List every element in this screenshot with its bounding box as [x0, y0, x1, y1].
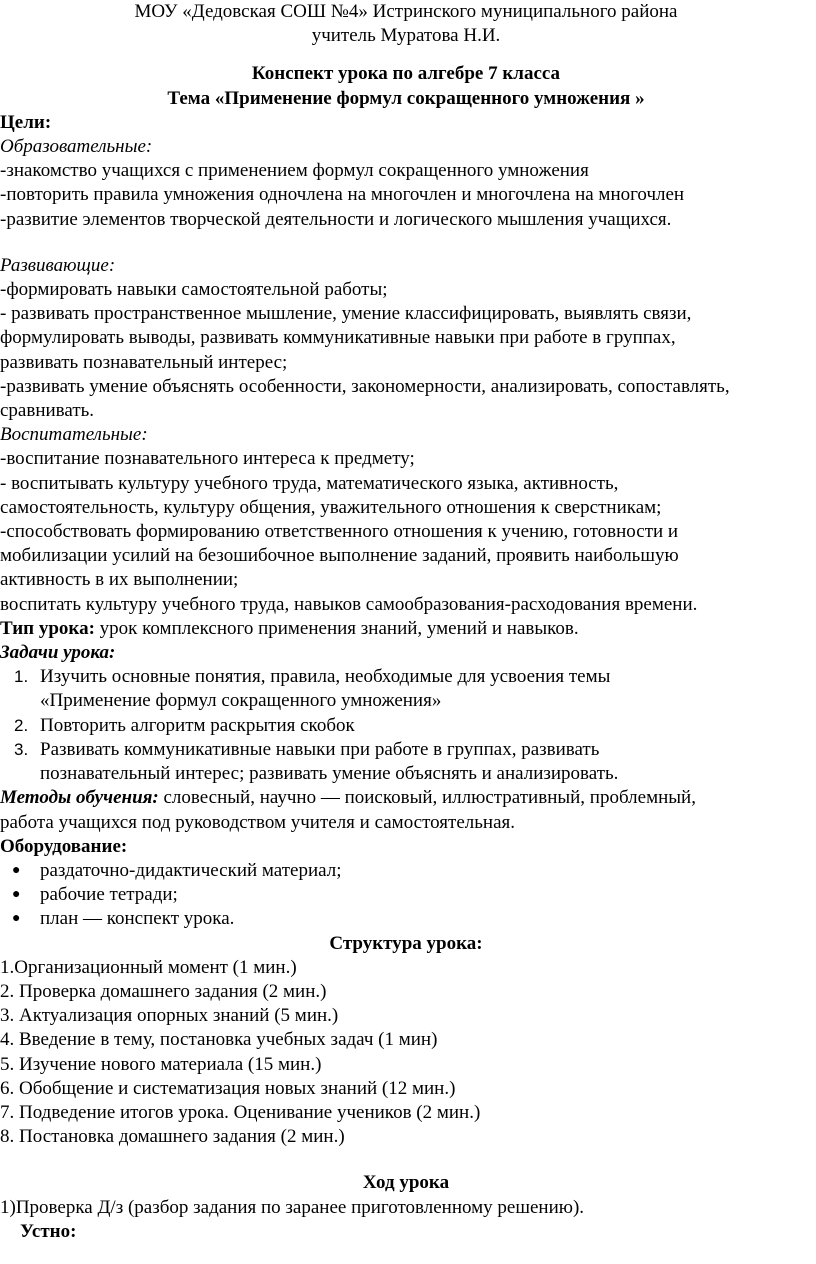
bullet-icon: ● — [12, 862, 21, 878]
header — [0, 0, 812, 48]
upbringing-item: воспитать культуру учебного труда, навыков самообразования-расходования времени. — [0, 593, 698, 615]
upbringing-item: активность в их выполнении; — [0, 569, 239, 591]
structure-item: 8. Постановка домашнего задания (2 мин.) — [0, 1126, 345, 1148]
tasks-list — [0, 665, 812, 786]
educational-heading: Образовательные: — [0, 136, 153, 158]
spacer — [0, 48, 812, 62]
task-line: познавательный интерес; развивать умение объяснять и анализировать. — [40, 763, 619, 785]
list-number: 1. — [14, 667, 29, 687]
course-step: 1)Проверка Д/з (разбор задания по заранее приготовленному решению). — [0, 1196, 585, 1218]
list-item — [0, 907, 812, 931]
course-section — [0, 1171, 812, 1244]
equipment-item: раздаточно-дидактический материал; — [40, 859, 342, 881]
goals-section — [0, 111, 812, 617]
upbringing-item: -способствовать формированию ответственного отношения к учению, готовности и — [0, 521, 679, 543]
lesson-type — [0, 617, 812, 641]
list-item — [0, 714, 812, 738]
tasks-heading: Задачи урока: — [0, 642, 116, 664]
tasks-section — [0, 641, 812, 786]
list-number: 2. — [14, 715, 29, 735]
equipment-list — [0, 859, 812, 932]
developing-item: развивать познавательный интерес; — [0, 351, 288, 373]
developing-item: формулировать выводы, развивать коммуникативные навыки при работе в группах, — [0, 327, 676, 349]
structure-item: 2. Проверка домашнего задания (2 мин.) — [0, 980, 327, 1002]
bullet-icon: ● — [12, 887, 21, 903]
developing-heading: Развивающие: — [0, 254, 116, 276]
equipment-item: рабочие тетради; — [40, 884, 178, 906]
upbringing-item: мобилизации усилий на безошибочное выполнение заданий, проявить наибольшую — [0, 545, 679, 567]
structure-item: 1.Организационный момент (1 мин.) — [0, 956, 297, 978]
structure-section — [0, 932, 812, 1150]
methods-value-cont: работа учащихся под руководством учителя и самостоятельная. — [0, 811, 516, 833]
teacher-name: учитель Муратова Н.И. — [311, 25, 501, 47]
developing-item: -формировать навыки самостоятельной работы; — [0, 279, 388, 301]
methods-section — [0, 786, 812, 834]
methods-value: словесный, научно — поисковый, иллюстративный, проблемный, — [158, 787, 696, 809]
list-item — [0, 738, 812, 786]
bullet-icon: ● — [12, 911, 21, 927]
developing-item: сравнивать. — [0, 400, 95, 422]
goals-heading: Цели: — [0, 111, 52, 133]
structure-item: 7. Подведение итогов урока. Оценивание учеников (2 мин.) — [0, 1101, 481, 1123]
upbringing-heading: Воспитательные: — [0, 424, 148, 446]
upbringing-item: самостоятельность, культуру общения, уважительного отношения к сверстникам; — [0, 496, 662, 518]
upbringing-item: -воспитание познавательного интереса к предмету; — [0, 448, 415, 470]
structure-item: 4. Введение в тему, постановка учебных задач (1 мин) — [0, 1029, 438, 1051]
oral-heading: Устно: — [20, 1220, 77, 1242]
educational-item: -развитие элементов творческой деятельности и логического мышления учащихся. — [0, 208, 672, 230]
spacer — [0, 232, 812, 254]
structure-item: 3. Актуализация опорных знаний (5 мин.) — [0, 1005, 339, 1027]
list-item — [0, 665, 812, 713]
list-item — [0, 883, 812, 907]
equipment-heading: Оборудование: — [0, 835, 128, 857]
lesson-type-value: урок комплексного применения знаний, умений и навыков. — [94, 617, 579, 639]
developing-item: - развивать пространственное мышление, умение классифицировать, выявлять связи, — [0, 303, 692, 325]
upbringing-item: - воспитывать культуру учебного труда, математического языка, активность, — [0, 472, 619, 494]
list-item — [0, 859, 812, 883]
methods-label: Методы обучения: — [0, 787, 159, 809]
list-number: 3. — [14, 739, 29, 759]
educational-item: -повторить правила умножения одночлена на многочлен и многочлена на многочлен — [0, 184, 685, 206]
structure-heading: Структура урока: — [329, 932, 483, 954]
structure-item: 6. Обобщение и систематизация новых знаний (12 мин.) — [0, 1077, 456, 1099]
lesson-type-label: Тип урока: — [0, 617, 95, 639]
lesson-topic: Тема «Применение формул сокращенного умножения » — [167, 87, 645, 109]
equipment-section — [0, 835, 812, 932]
educational-item: -знакомство учащихся с применением формул сокращенного умножения — [0, 160, 589, 182]
equipment-item: план — конспект урока. — [40, 908, 235, 930]
task-line: Изучить основные понятия, правила, необходимые для усвоения темы — [40, 666, 611, 688]
lesson-title: Конспект урока по алгебре 7 класса — [251, 63, 561, 85]
task-line: Повторить алгоритм раскрытия скобок — [40, 714, 355, 736]
developing-item: -развивать умение объяснять особенности, закономерности, анализировать, сопоставлять, — [0, 375, 730, 397]
document-title — [0, 62, 812, 110]
spacer — [0, 1149, 812, 1171]
structure-item: 5. Изучение нового материала (15 мин.) — [0, 1053, 322, 1075]
task-line: Развивать коммуникативные навыки при работе в группах, развивать — [40, 738, 600, 760]
task-line: «Применение формул сокращенного умножения» — [40, 690, 442, 712]
course-heading: Ход урока — [362, 1172, 450, 1194]
school-name: МОУ «Дедовская СОШ №4» Истринского муниципального района — [134, 1, 678, 22]
